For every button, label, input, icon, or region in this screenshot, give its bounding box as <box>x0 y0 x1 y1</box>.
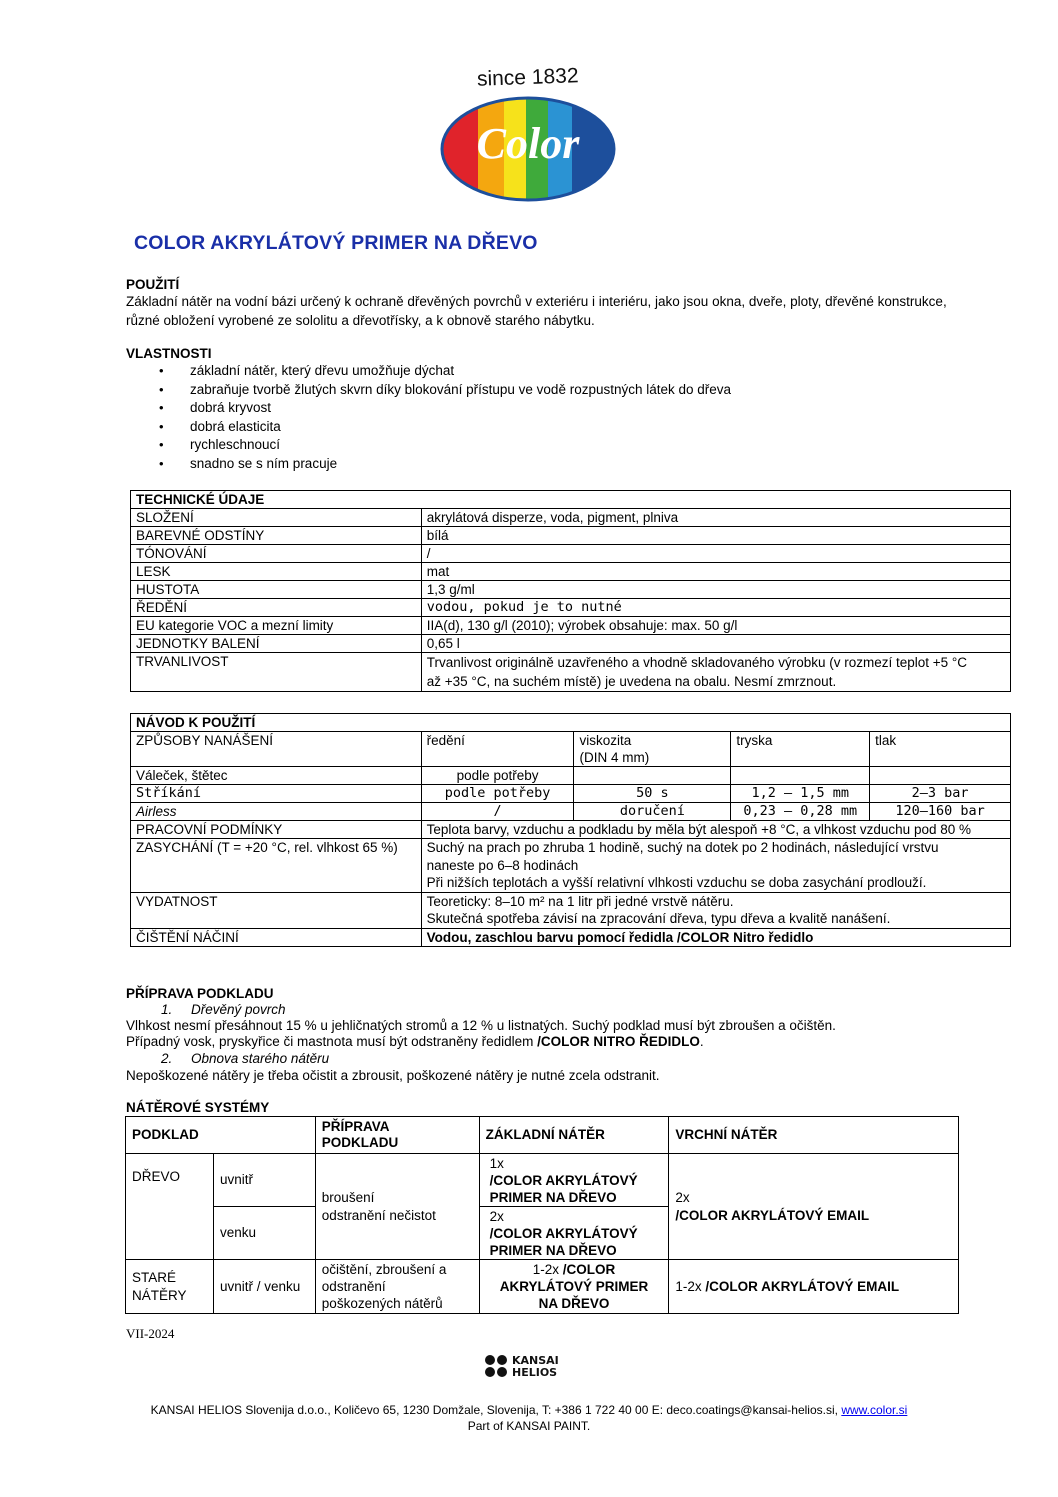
column-header: PODKLAD <box>126 1117 316 1154</box>
substrate-type: DŘEVO <box>126 1154 214 1260</box>
usage-line: Základní nátěr na vodní bázi určený k ochraně dřevěných povrchů v exteriéru i interiéru, jako jsou okna, dveře, ploty, dřevěné konstrukce, <box>126 294 947 309</box>
column-header-line: PODKLADU <box>321 1135 399 1150</box>
base-coat-product: NA DŘEVO <box>538 1296 610 1311</box>
top-coat <box>669 1260 959 1314</box>
usage-text <box>126 292 1026 330</box>
table-row <box>126 1260 959 1314</box>
preparation <box>315 1154 479 1260</box>
preparation-line: očištění, zbroušení a <box>321 1262 447 1277</box>
footer-address-text: KANSAI HELIOS Slovenija d.o.o., Količevo 65, 1230 Domžale, Slovenija, T: +386 1 722 40 00 E: deco.coatings@kansai-helios.si, <box>150 1403 842 1417</box>
row-label: ZASYCHÁNÍ (T = +20 °C, rel. vlhkost 65 %) <box>131 839 422 893</box>
row-value <box>421 653 1010 692</box>
top-coat-product: /COLOR AKRYLÁTOVÝ EMAIL <box>675 1207 870 1223</box>
method-nozzle <box>731 767 870 785</box>
usage-heading: POUŽITÍ <box>126 277 180 292</box>
color-logo <box>438 62 618 204</box>
preparation <box>315 1260 479 1314</box>
row-value: 1,3 g/ml <box>421 581 1010 599</box>
table-row <box>131 635 1011 653</box>
row-value-line: Skutečná spotřeba závisí na zpracování dřeva, typu dřeva a kvalitě nanášení. <box>426 911 891 926</box>
method-thinning: podle potřeby <box>421 785 574 803</box>
substrate-sub-2: 2. Obnova starého nátěru <box>161 1051 330 1066</box>
row-value: 0,65 l <box>421 635 1010 653</box>
page-title: COLOR AKRYLÁTOVÝ PRIMER NA DŘEVO <box>134 232 538 254</box>
website-link[interactable]: www.color.si <box>841 1403 908 1417</box>
table-row <box>131 821 1011 839</box>
substrate-text: Vlhkost nesmí přesáhnout 15 % u jehličnatých stromů a 12 % u listnatých. Suchý podklad musí být zbroušen a očištěn. <box>126 1018 836 1033</box>
logo-tagline: since 1832 <box>476 64 579 91</box>
row-label: ČIŠTĚNÍ NÁČINÍ <box>131 928 422 946</box>
column-header <box>574 732 731 767</box>
method-name: Váleček, štětec <box>131 767 422 785</box>
table-row <box>131 803 1011 821</box>
row-label: ŘEDĚNÍ <box>131 599 422 617</box>
row-label: JEDNOTKY BALENÍ <box>131 635 422 653</box>
table-row <box>131 581 1011 599</box>
row-value-line: Suchý na prach po zhruba 1 hodině, suchý na dotek po 2 hodinách, následující vrstvu <box>426 840 939 855</box>
logo-line-1: KANSAI <box>512 1354 559 1367</box>
base-coat-product: /COLOR AKRYLÁTOVÝ <box>489 1172 638 1188</box>
row-value: Teplota barvy, vzduchu a podkladu by měla být alespoň +8 °C, a vlhkost vzduchu pod 80 % <box>421 821 1010 839</box>
table-row <box>131 653 1011 692</box>
base-coat-product: PRIMER NA DŘEVO <box>489 1189 617 1205</box>
method-pressure <box>870 767 1011 785</box>
row-value-line: Trvanlivost originálně uzavřeného a vhodně skladovaného výrobku (v rozmezí teplot +5 °C <box>426 655 968 670</box>
list-item: • dobrá elasticita <box>128 418 731 437</box>
substrate-text: Nepoškozené nátěry je třeba očistit a zbrousit, poškozené nátěry je nutné zcela odstranit. <box>126 1068 660 1083</box>
substrate-text <box>126 1034 704 1049</box>
row-value <box>421 839 1010 893</box>
column-header: tryska <box>731 732 870 767</box>
preparation-line: poškozených nátěrů <box>321 1296 443 1311</box>
properties-heading: VLASTNOSTI <box>126 346 212 361</box>
top-coat-count: 2x <box>675 1189 690 1205</box>
row-value: Vodou, zaschlou barvu pomocí ředidla /COLOR Nitro ředidlo <box>421 928 1010 946</box>
table-row <box>131 563 1011 581</box>
column-header: VRCHNÍ NÁTĚR <box>669 1117 959 1154</box>
usage-guide-table <box>130 713 1011 947</box>
substrate-text-part: . <box>699 1034 704 1049</box>
product-name: /COLOR NITRO ŘEDIDLO <box>537 1034 700 1049</box>
column-header: ZÁKLADNÍ NÁTĚR <box>479 1117 669 1154</box>
row-label: LESK <box>131 563 422 581</box>
method-nozzle: 0,23 – 0,28 mm <box>731 803 870 821</box>
row-value-line: Teoreticky: 8–10 m² na 1 litr při jedné vrstvě nátěru. <box>426 893 734 909</box>
table-heading: NÁVOD K POUŽITÍ <box>131 714 1011 732</box>
footer-address <box>0 1403 1058 1417</box>
substrate-type-line: NÁTĚRY <box>132 1287 187 1303</box>
usage-line: různé obložení vyrobené ze sololitu a dřevotřísky, a k obnově starého nábytku. <box>126 313 595 328</box>
location: uvnitř <box>213 1154 315 1207</box>
row-value: IIA(d), 130 g/l (2010); výrobek obsahuje: max. 50 g/l <box>421 617 1010 635</box>
row-value: akrylátová disperze, voda, pigment, plniva <box>421 509 1010 527</box>
base-coat-product: /COLOR <box>562 1262 616 1277</box>
table-heading: TECHNICKÉ ÚDAJE <box>131 491 1011 509</box>
row-label: SLOŽENÍ <box>131 509 422 527</box>
column-header: tlak <box>870 732 1011 767</box>
table-row <box>126 1154 959 1207</box>
row-label: TRVANLIVOST <box>131 653 422 692</box>
row-label: HUSTOTA <box>131 581 422 599</box>
list-item: • snadno se s ním pracuje <box>128 455 731 474</box>
table-row <box>126 1117 959 1154</box>
row-label: ZPŮSOBY NANÁŠENÍ <box>131 732 422 767</box>
method-pressure: 120–160 bar <box>870 803 1011 821</box>
list-item: • zabraňuje tvorbě žlutých skvrn díky blokování přístupu ve vodě rozpustných látek do dřeva <box>128 381 731 400</box>
version-code: VII-2024 <box>126 1326 175 1341</box>
footer-part-of: Part of KANSAI PAINT. <box>467 1419 591 1433</box>
base-coat-product: PRIMER NA DŘEVO <box>489 1242 617 1258</box>
preparation-line: odstranění nečistot <box>321 1207 436 1223</box>
row-value-line: až +35 °C, na suchém místě) je uvedena na obalu. Nesmí zmrznout. <box>426 674 837 689</box>
location: venku <box>213 1207 315 1260</box>
location: uvnitř / venku <box>213 1260 315 1314</box>
table-row <box>131 545 1011 563</box>
substrate-text-part: Případný vosk, pryskyřice či mastnota musí být odstraněny ředidlem <box>126 1034 538 1049</box>
preparation-line: broušení <box>321 1189 375 1205</box>
substrate-heading: PŘÍPRAVA PODKLADU <box>126 986 274 1001</box>
row-value: / <box>421 545 1010 563</box>
list-item: • dobrá kryvost <box>128 399 731 418</box>
method-name: Stříkání <box>131 785 422 803</box>
list-item: • rychleschnoucí <box>128 436 731 455</box>
table-row <box>131 509 1011 527</box>
base-coat-product: AKRYLÁTOVÝ PRIMER <box>499 1279 649 1294</box>
row-label: EU kategorie VOC a mezní limity <box>131 617 422 635</box>
table-row <box>131 839 1011 893</box>
row-value-line: naneste po 6–8 hodinách <box>426 857 579 873</box>
substrate-sub-1: 1. Dřevěný povrch <box>161 1002 286 1017</box>
properties-list <box>128 362 731 474</box>
base-coat-count: 1-2x <box>532 1262 563 1277</box>
method-viscosity: doručení <box>574 803 731 821</box>
table-row <box>131 928 1011 946</box>
row-label: BAREVNÉ ODSTÍNY <box>131 527 422 545</box>
table-row <box>131 527 1011 545</box>
table-row <box>131 767 1011 785</box>
logo-line-2: HELIOS <box>512 1366 558 1379</box>
top-coat-count: 1-2x <box>675 1278 706 1294</box>
method-thinning: / <box>421 803 574 821</box>
top-coat <box>669 1154 959 1260</box>
method-pressure: 2–3 bar <box>870 785 1011 803</box>
row-value: vodou, pokud je to nutné <box>421 599 1010 617</box>
row-label: VYDATNOST <box>131 892 422 928</box>
row-label: TÓNOVÁNÍ <box>131 545 422 563</box>
systems-heading: NÁTĚROVÉ SYSTÉMY <box>126 1100 270 1115</box>
row-label: PRACOVNÍ PODMÍNKY <box>131 821 422 839</box>
substrate-type <box>126 1260 214 1314</box>
table-row <box>131 892 1011 928</box>
top-coat-product: /COLOR AKRYLÁTOVÝ EMAIL <box>705 1278 900 1294</box>
row-value <box>421 892 1010 928</box>
base-coat <box>479 1207 669 1260</box>
list-item: • základní nátěr, který dřevu umožňuje dýchat <box>128 362 731 381</box>
base-coat-product: /COLOR AKRYLÁTOVÝ <box>489 1225 638 1241</box>
method-thinning: podle potřeby <box>421 767 574 785</box>
method-viscosity <box>574 767 731 785</box>
row-value-line: Při nižších teplotách a vyšší relativní vlhkosti vzduchu se doba zasychání prodlouží. <box>426 875 927 890</box>
table-row <box>131 732 1011 767</box>
table-row <box>131 785 1011 803</box>
preparation-line: odstranění <box>321 1279 386 1294</box>
column-header-line: viskozita <box>579 733 632 748</box>
column-header-line: (DIN 4 mm) <box>579 750 650 765</box>
column-header-line: PŘÍPRAVA <box>321 1119 390 1134</box>
method-viscosity: 50 s <box>574 785 731 803</box>
substrate-type-line: STARÉ <box>132 1269 177 1285</box>
column-header <box>315 1117 479 1154</box>
column-header: ředění <box>421 732 574 767</box>
coating-systems-table <box>125 1116 959 1314</box>
base-coat-count: 2x <box>489 1208 504 1224</box>
base-coat <box>479 1154 669 1207</box>
row-value: mat <box>421 563 1010 581</box>
kansai-helios-logo <box>484 1353 584 1383</box>
table-row <box>131 599 1011 617</box>
base-coat <box>479 1260 669 1314</box>
base-coat-count: 1x <box>489 1155 504 1171</box>
method-name: Airless <box>131 803 422 821</box>
logo-brand: Color <box>476 119 580 168</box>
row-value: bílá <box>421 527 1010 545</box>
table-row <box>131 617 1011 635</box>
technical-data-table <box>130 490 1011 692</box>
method-nozzle: 1,2 – 1,5 mm <box>731 785 870 803</box>
